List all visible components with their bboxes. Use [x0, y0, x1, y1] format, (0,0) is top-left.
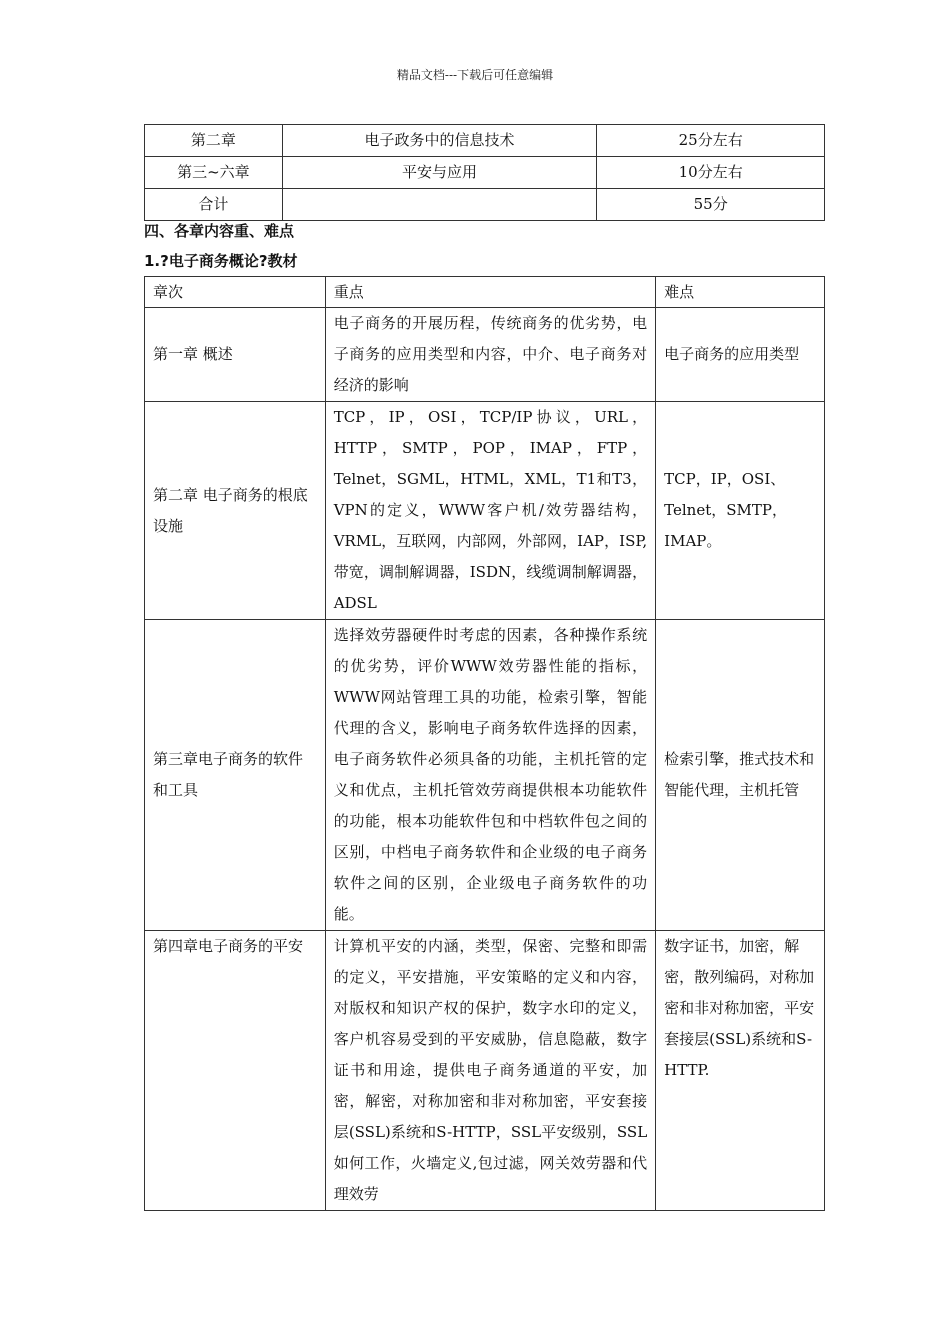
chapter-cell: 第三章电子商务的软件和工具: [145, 620, 326, 931]
content-table: [144, 276, 825, 1211]
table-row: [145, 157, 825, 189]
subsection-heading: 1.?电子商务概论?教材: [144, 252, 298, 270]
difficult-points-cell: 数字证书，加密，解密，散列编码，对称加密和非对称加密，平安套接层(SSL)系统和S-HTTP.: [656, 931, 825, 1211]
table-row: [145, 308, 825, 402]
table-row: [145, 189, 825, 221]
topic-cell: 平安与应用: [282, 157, 597, 189]
score-table: [144, 124, 825, 221]
chapter-cell: 第四章电子商务的平安: [145, 931, 326, 1211]
table-header-row: [145, 277, 825, 308]
table-row: [145, 402, 825, 620]
chapter-cell: 第二章: [145, 125, 283, 157]
chapter-cell: 第一章 概述: [145, 308, 326, 402]
page-header: 精品文档---下载后可任意编辑: [396, 68, 554, 82]
score-cell: 25分左右: [597, 125, 825, 157]
key-points-cell: 电子商务的开展历程，传统商务的优劣势，电子商务的应用类型和内容，中介、电子商务对经济的影响: [325, 308, 655, 402]
chapter-cell: 第二章 电子商务的根底设施: [145, 402, 326, 620]
column-header-difficult: 难点: [656, 277, 825, 308]
key-points-cell: 选择效劳器硬件时考虑的因素，各种操作系统的优劣势，评价WWW效劳器性能的指标，WWW网站管理工具的功能，检索引擎，智能代理的含义，影响电子商务软件选择的因素，电子商务软件必须具备的功能，主机托管的定义和优点，主机托管效劳商提供根本功能软件的功能，根本功能软件包和中档软件包之间的区别，中档电子商务软件和企业级的电子商务软件之间的区别，企业级电子商务软件的功能。: [325, 620, 655, 931]
chapter-cell: 合计: [145, 189, 283, 221]
difficult-points-cell: 检索引擎，推式技术和智能代理，主机托管: [656, 620, 825, 931]
column-header-key: 重点: [325, 277, 655, 308]
table-row: [145, 620, 825, 931]
topic-cell: [282, 189, 597, 221]
difficult-points-cell: TCP，IP，OSI、Telnet，SMTP，IMAP。: [656, 402, 825, 620]
column-header-chapter: 章次: [145, 277, 326, 308]
score-cell: 55分: [597, 189, 825, 221]
topic-cell: 电子政务中的信息技术: [282, 125, 597, 157]
chapter-cell: 第三~六章: [145, 157, 283, 189]
table-row: [145, 931, 825, 1211]
section-heading: 四、各章内容重、难点: [144, 222, 295, 240]
difficult-points-cell: 电子商务的应用类型: [656, 308, 825, 402]
score-cell: 10分左右: [597, 157, 825, 189]
table-row: [145, 125, 825, 157]
key-points-cell: TCP，IP，OSI，TCP/IP协议，URL，HTTP，SMTP，POP，IMAP，FTP，Telnet，SGML，HTML，XML，T1和T3，VPN的定义，WWW客户机/效劳器结构，VRML，互联网，内部网，外部网，IAP，ISP,带宽，调制解调器，ISDN，线缆调制解调器，ADSL: [325, 402, 655, 620]
key-points-cell: 计算机平安的内涵，类型，保密、完整和即需的定义，平安措施，平安策略的定义和内容，对版权和知识产权的保护，数字水印的定义，客户机容易受到的平安威胁，信息隐蔽，数字证书和用途，提供电子商务通道的平安，加密，解密，对称加密和非对称加密，平安套接层(SSL)系统和S-HTTP，SSL平安级别，SSL如何工作，火墙定义,包过滤，网关效劳器和代理效劳: [325, 931, 655, 1211]
